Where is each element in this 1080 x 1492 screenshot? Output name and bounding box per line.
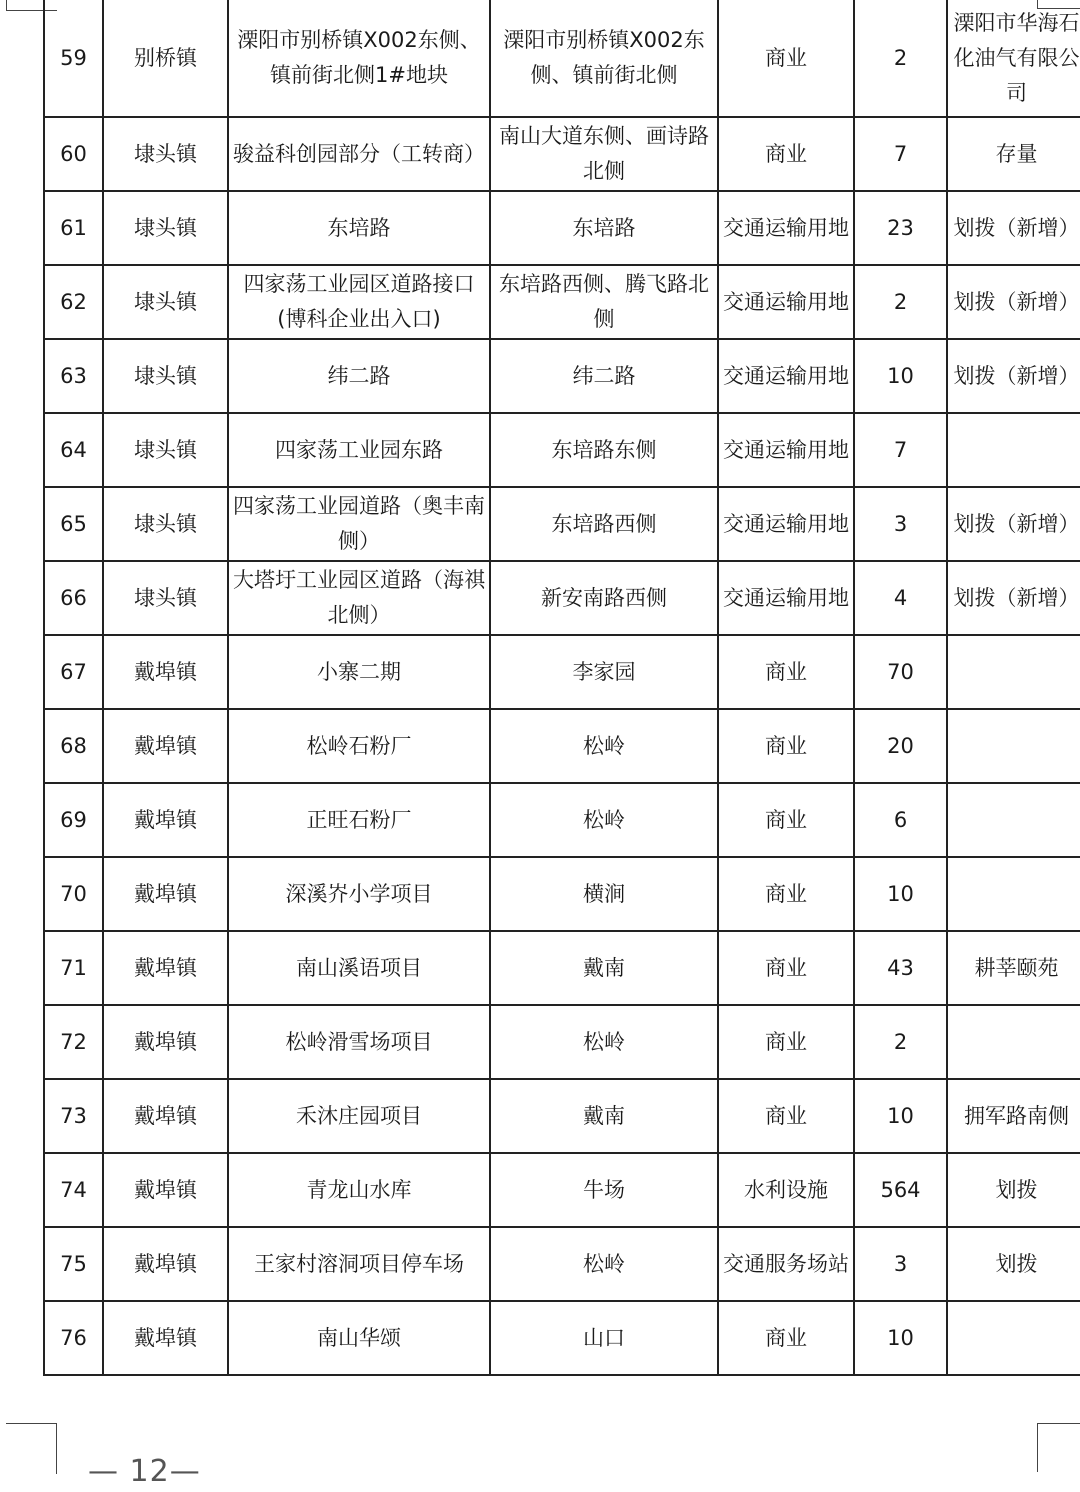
cell-area-value: 10 [854, 339, 947, 413]
cell-location: 溧阳市别桥镇X002东侧、镇前街北侧 [490, 0, 718, 117]
cell-row-number: 70 [44, 857, 103, 931]
cell-area-value: 4 [854, 561, 947, 635]
cell-area-value: 10 [854, 857, 947, 931]
table-row [44, 931, 1080, 1005]
cell-town-name: 戴埠镇 [103, 857, 228, 931]
cell-location: 松岭 [490, 783, 718, 857]
cell-location: 松岭 [490, 1005, 718, 1079]
table-row [44, 561, 1080, 635]
cell-location: 戴南 [490, 1079, 718, 1153]
cell-row-number: 63 [44, 339, 103, 413]
cell-row-number: 71 [44, 931, 103, 1005]
table-row [44, 0, 1080, 117]
cell-remark: 存量 [947, 117, 1080, 191]
cell-project-name: 东培路 [228, 191, 490, 265]
cell-location: 纬二路 [490, 339, 718, 413]
cell-remark: 划拨（新增） [947, 561, 1080, 635]
cell-location: 松岭 [490, 1227, 718, 1301]
cell-area-value: 7 [854, 117, 947, 191]
cell-location: 山口 [490, 1301, 718, 1375]
cell-project-name: 南山溪语项目 [228, 931, 490, 1005]
cell-project-name: 南山华颂 [228, 1301, 490, 1375]
crop-mark-bottom-left [6, 1423, 57, 1474]
cell-area-value: 2 [854, 265, 947, 339]
cell-location: 横涧 [490, 857, 718, 931]
cell-area-value: 43 [854, 931, 947, 1005]
cell-land-use-type: 交通运输用地 [718, 265, 854, 339]
cell-land-use-type: 商业 [718, 1079, 854, 1153]
cell-land-use-type: 商业 [718, 931, 854, 1005]
cell-row-number: 74 [44, 1153, 103, 1227]
cell-remark: 划拨（新增） [947, 191, 1080, 265]
land-use-table [43, 0, 1080, 1376]
cell-remark: 划拨 [947, 1227, 1080, 1301]
page-number: — 12— [88, 1454, 201, 1489]
cell-project-name: 大塔圩工业园区道路（海祺北侧） [228, 561, 490, 635]
cell-land-use-type: 商业 [718, 857, 854, 931]
cell-area-value: 70 [854, 635, 947, 709]
table-body [44, 0, 1080, 1375]
cell-row-number: 60 [44, 117, 103, 191]
cell-remark: 拥军路南侧 [947, 1079, 1080, 1153]
cell-land-use-type: 商业 [718, 1005, 854, 1079]
cell-area-value: 10 [854, 1301, 947, 1375]
table-row [44, 709, 1080, 783]
cell-remark: 溧阳市华海石化油气有限公司 [947, 0, 1080, 117]
cell-town-name: 戴埠镇 [103, 709, 228, 783]
cell-land-use-type: 商业 [718, 0, 854, 117]
cell-row-number: 68 [44, 709, 103, 783]
cell-area-value: 10 [854, 1079, 947, 1153]
table-row [44, 413, 1080, 487]
cell-town-name: 戴埠镇 [103, 783, 228, 857]
table-row [44, 191, 1080, 265]
cell-area-value: 3 [854, 1227, 947, 1301]
cell-row-number: 64 [44, 413, 103, 487]
table-row [44, 1227, 1080, 1301]
cell-land-use-type: 水利设施 [718, 1153, 854, 1227]
cell-row-number: 66 [44, 561, 103, 635]
cell-row-number: 62 [44, 265, 103, 339]
cell-land-use-type: 交通运输用地 [718, 191, 854, 265]
cell-project-name: 松岭滑雪场项目 [228, 1005, 490, 1079]
table-row [44, 783, 1080, 857]
cell-row-number: 61 [44, 191, 103, 265]
cell-land-use-type: 交通运输用地 [718, 561, 854, 635]
cell-project-name: 四家荡工业园东路 [228, 413, 490, 487]
cell-area-value: 23 [854, 191, 947, 265]
crop-mark-bottom-right [1037, 1423, 1080, 1472]
table-row [44, 635, 1080, 709]
cell-remark: 划拨（新增） [947, 265, 1080, 339]
cell-land-use-type: 交通运输用地 [718, 413, 854, 487]
cell-area-value: 2 [854, 1005, 947, 1079]
cell-project-name: 纬二路 [228, 339, 490, 413]
cell-row-number: 69 [44, 783, 103, 857]
cell-land-use-type: 商业 [718, 117, 854, 191]
cell-remark: 划拨 [947, 1153, 1080, 1227]
table-row [44, 1005, 1080, 1079]
table-row [44, 1301, 1080, 1375]
cell-project-name: 小寨二期 [228, 635, 490, 709]
table-row [44, 339, 1080, 413]
cell-project-name: 松岭石粉厂 [228, 709, 490, 783]
cell-row-number: 73 [44, 1079, 103, 1153]
cell-land-use-type: 交通运输用地 [718, 487, 854, 561]
cell-row-number: 67 [44, 635, 103, 709]
cell-location: 李家园 [490, 635, 718, 709]
cell-location: 东培路西侧 [490, 487, 718, 561]
cell-location: 松岭 [490, 709, 718, 783]
cell-town-name: 埭头镇 [103, 191, 228, 265]
cell-row-number: 59 [44, 0, 103, 117]
table-row [44, 117, 1080, 191]
cell-remark [947, 413, 1080, 487]
cell-town-name: 戴埠镇 [103, 1301, 228, 1375]
cell-row-number: 65 [44, 487, 103, 561]
cell-area-value: 3 [854, 487, 947, 561]
cell-location: 戴南 [490, 931, 718, 1005]
cell-project-name: 溧阳市别桥镇X002东侧、镇前街北侧1#地块 [228, 0, 490, 117]
cell-land-use-type: 交通运输用地 [718, 339, 854, 413]
cell-remark: 耕莘颐苑 [947, 931, 1080, 1005]
cell-town-name: 戴埠镇 [103, 635, 228, 709]
cell-land-use-type: 商业 [718, 635, 854, 709]
cell-project-name: 深溪岕小学项目 [228, 857, 490, 931]
cell-remark [947, 709, 1080, 783]
cell-area-value: 2 [854, 0, 947, 117]
table-row [44, 1153, 1080, 1227]
cell-remark [947, 1301, 1080, 1375]
cell-project-name: 王家村溶洞项目停车场 [228, 1227, 490, 1301]
cell-area-value: 20 [854, 709, 947, 783]
cell-land-use-type: 交通服务场站 [718, 1227, 854, 1301]
cell-row-number: 76 [44, 1301, 103, 1375]
cell-remark: 划拨（新增） [947, 339, 1080, 413]
cell-town-name: 埭头镇 [103, 561, 228, 635]
cell-area-value: 564 [854, 1153, 947, 1227]
table-row [44, 1079, 1080, 1153]
cell-location: 东培路东侧 [490, 413, 718, 487]
cell-location: 牛场 [490, 1153, 718, 1227]
cell-project-name: 骏益科创园部分（工转商） [228, 117, 490, 191]
cell-project-name: 青龙山水库 [228, 1153, 490, 1227]
cell-town-name: 戴埠镇 [103, 1079, 228, 1153]
table-row [44, 487, 1080, 561]
cell-location: 东培路 [490, 191, 718, 265]
cell-land-use-type: 商业 [718, 783, 854, 857]
cell-project-name: 禾沐庄园项目 [228, 1079, 490, 1153]
cell-town-name: 埭头镇 [103, 413, 228, 487]
cell-remark [947, 635, 1080, 709]
cell-location: 南山大道东侧、画诗路北侧 [490, 117, 718, 191]
cell-land-use-type: 商业 [718, 709, 854, 783]
cell-land-use-type: 商业 [718, 1301, 854, 1375]
cell-location: 新安南路西侧 [490, 561, 718, 635]
cell-remark [947, 857, 1080, 931]
cell-remark [947, 1005, 1080, 1079]
table-row [44, 857, 1080, 931]
cell-location: 东培路西侧、腾飞路北侧 [490, 265, 718, 339]
cell-area-value: 7 [854, 413, 947, 487]
cell-town-name: 戴埠镇 [103, 1153, 228, 1227]
cell-remark: 划拨（新增） [947, 487, 1080, 561]
cell-remark [947, 783, 1080, 857]
cell-town-name: 埭头镇 [103, 339, 228, 413]
cell-town-name: 别桥镇 [103, 0, 228, 117]
cell-town-name: 戴埠镇 [103, 1005, 228, 1079]
cell-area-value: 6 [854, 783, 947, 857]
cell-row-number: 72 [44, 1005, 103, 1079]
cell-project-name: 正旺石粉厂 [228, 783, 490, 857]
cell-town-name: 戴埠镇 [103, 931, 228, 1005]
cell-row-number: 75 [44, 1227, 103, 1301]
cell-project-name: 四家荡工业园区道路接口(博科企业出入口) [228, 265, 490, 339]
cell-town-name: 戴埠镇 [103, 1227, 228, 1301]
cell-town-name: 埭头镇 [103, 117, 228, 191]
cell-town-name: 埭头镇 [103, 487, 228, 561]
cell-project-name: 四家荡工业园道路（奥丰南侧） [228, 487, 490, 561]
cell-town-name: 埭头镇 [103, 265, 228, 339]
table-row [44, 265, 1080, 339]
